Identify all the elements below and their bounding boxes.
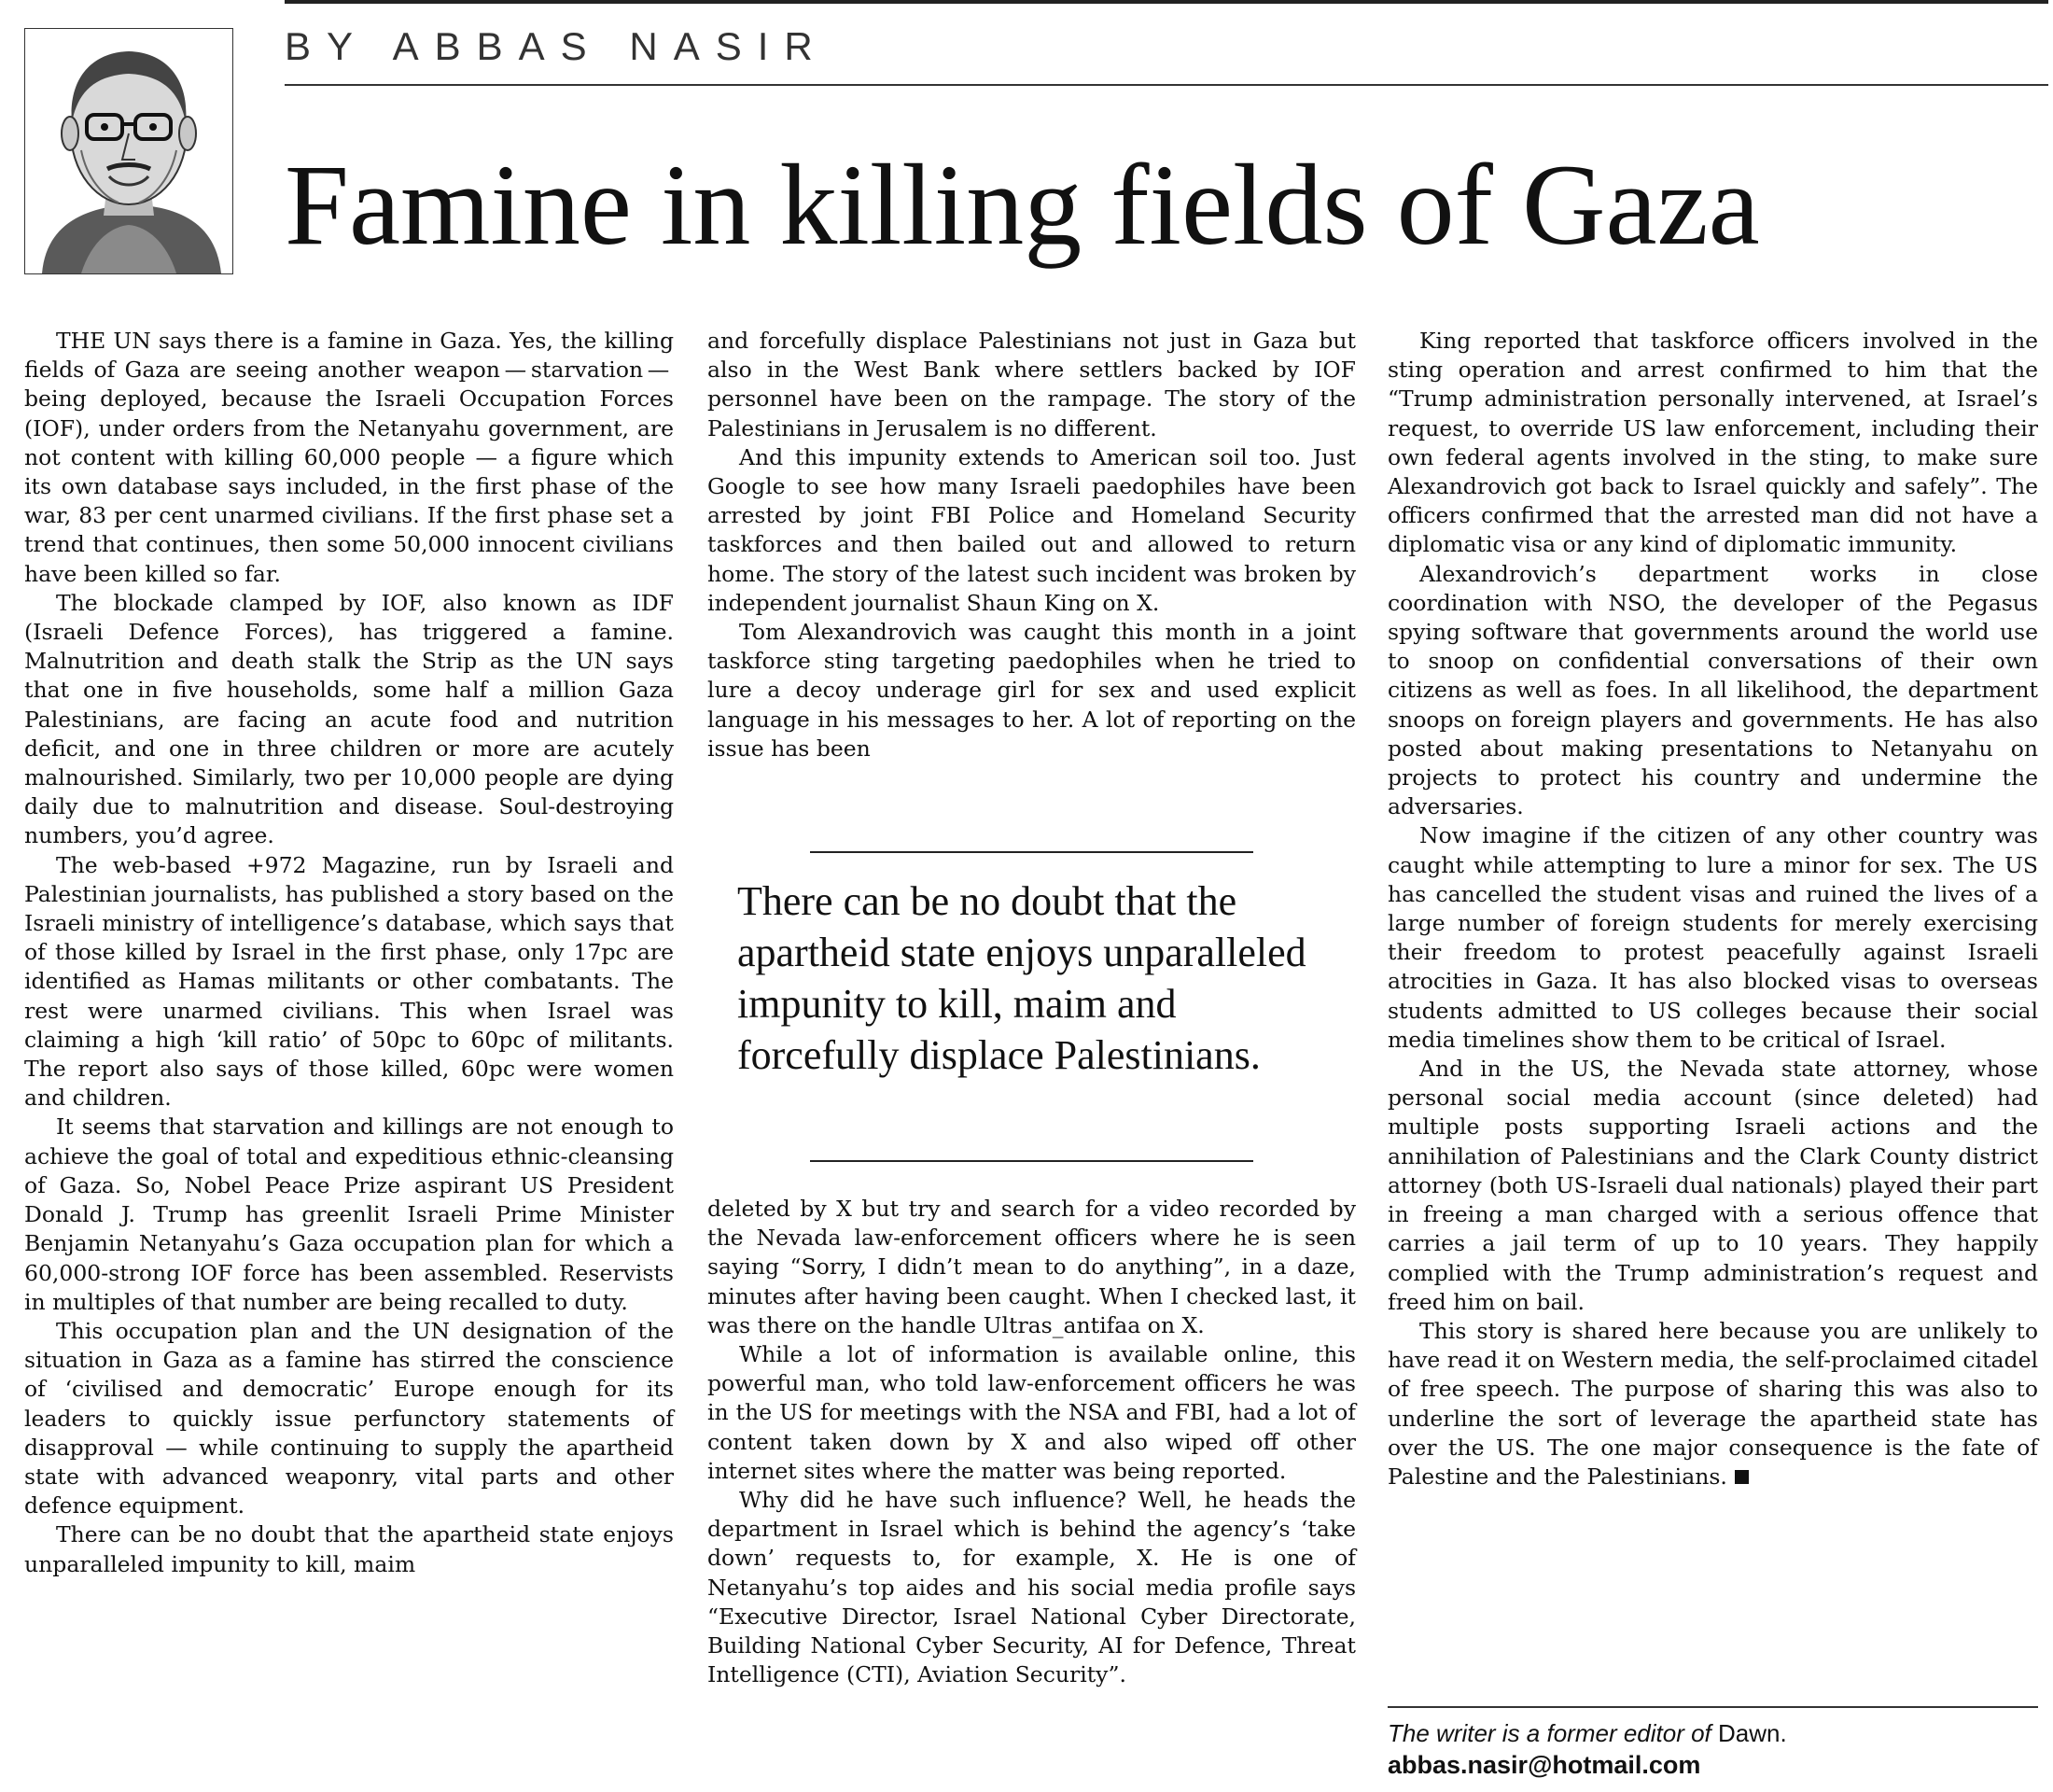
paragraph: The blockade clamped by IOF, also known as IDF (Israeli Defence Forces), has triggered a famine. Malnutrition and death stalk the Strip as the UN says that one in five households, some half a million Gaza Palestinians, are facing an acute food and nutrition deficit, and one in three children or more are acutely malnourished. Similarly, two per 10,000 people are dying daily due to malnutrition and disease. Soul-destroying numbers, you’d agree.: [24, 589, 674, 849]
paragraph: King reported that taskforce officers involved in the sting operation and arrest confirmed to him that the “Trump administration personally intervened, at Israel’s request, to override US law enforcement, including their own federal agents involved in the sting, to make sure Alexandrovich got back to Israel quickly and safely”. The officers confirmed that the arrested man did not have a diplomatic visa or any kind of diplomatic immunity.: [1388, 328, 2038, 558]
paragraph: deleted by X but try and search for a video recorded by the Nevada law-enforcement officers where he is seen saying “Sorry, I didn’t mean to do anything”, in a daze, minutes after having been caught. When I checked last, it was there on the handle Ultras_antifaa on X.: [707, 1196, 1356, 1338]
paragraph: Alexandrovich’s department works in close coordination with NSO, the developer of the Pegasus spying software that governments around the world use to snoop on confidential conversations of their own citizens as well as foes. In all likelihood, the department snoops on foreign players and governments. He has also posted about making presentations to Netanyahu on projects to protect his country and undermine the adversaries.: [1388, 560, 2038, 820]
paragraph: It seems that starvation and killings are not enough to achieve the goal of total and expeditious ethnic-cleansing of Gaza. So, Nobel Peace Prize aspirant US President Donald J. Trump has greenlit Israeli Prime Minister Benjamin Netanyahu’s Gaza occupation plan for which a 60,000-strong IOF force has been assembled. Reservists in multiples of that number are being recalled to duty.: [24, 1113, 674, 1315]
publication-name: Dawn.: [1718, 1719, 1787, 1747]
paragraph: Why did he have such influence? Well, he heads the department in Israel which is behind the agency’s ‘take down’ requests to, for example, X. He is one of Netanyahu’s top aides and his social media profile says “Executive Director, Israel National Cyber Directorate, Building National Cyber Security, AI for Defence, Threat Intelligence (CTI), Aviation Security”.: [707, 1487, 1356, 1688]
footer-rule: [1388, 1706, 2038, 1708]
author-portrait: [24, 28, 233, 274]
paragraph: And this impunity extends to American soil too. Just Google to see how many Israeli paedophiles have been arrested by joint FBI Police and Homeland Security taskforces and then bailed out and allowed to return home. The story of the latest such incident was broken by independent journalist Shaun King on X.: [707, 443, 1356, 616]
author-note: [1388, 1719, 1787, 1748]
paragraph: This occupation plan and the UN designation of the situation in Gaza as a famine has stirred the conscience of ‘civilised and democratic’ Europe enough for its leaders to quickly issue perfunctory statements of disapproval — while continuing to supply the apartheid state with advanced weaponry, vital parts and other defence equipment.: [24, 1317, 674, 1519]
paragraph: Now imagine if the citizen of any other country was caught while attempting to lure a minor for sex. The US has cancelled the student visas and ruined the lives of a large number of foreign students for merely exercising their freedom to protest peacefully against Israeli atrocities in Gaza. It has also blocked visas to overseas students admitted to US colleges because their social media timelines show them to be critical of Israel.: [1388, 822, 2038, 1053]
final-paragraph-text: This story is shared here because you are unlikely to have read it on Western media, the self-proclaimed citadel of free speech. The purpose of sharing this was also to underline the sort of leverage the apartheid state has over the US. The one major consequence is the fate of Palestine and the Palestinians.: [1388, 1317, 2038, 1490]
column-2-top: [707, 327, 1356, 763]
paragraph: While a lot of information is available online, this powerful man, who told law-enforcement officers he was in the US for meetings with the NSA and FBI, had a lot of content taken down by X and also wiped off other internet sites where the matter was being reported.: [707, 1341, 1356, 1484]
paragraph: THE UN says there is a famine in Gaza. Yes, the killing fields of Gaza are seeing another weapon — starvation — being deployed, because the Israeli Occupation Forces (IOF), under orders from the Netanyahu government, are not content with killing 60,000 people — a figure which its own database says included, in the first phase of the war, 83 per cent unarmed civilians. If the first phase set a trend that continues, then some 50,000 innocent civilians have been killed so far.: [24, 328, 674, 587]
byline-rule: [285, 84, 2048, 86]
pull-quote-top-rule: [810, 851, 1253, 853]
column-1: [24, 327, 674, 1579]
paragraph: Tom Alexandrovich was caught this month in a joint taskforce sting targeting paedophiles when he tried to lure a decoy underage girl for sex and used explicit language in his messages to her. A lot of reporting on the issue has been: [707, 619, 1356, 762]
paragraph: The web-based +972 Magazine, run by Israeli and Palestinian journalists, has published a story based on the Israeli ministry of intelligence’s database, which says that of those killed by Israel in the first phase, only 17pc are identified as Hamas militants or other combatants. The rest were unarmed civilians. This when Israel was claiming a high ‘kill ratio’ of 50pc to 60pc of militants. The report also says of those killed, 60pc were women and children.: [24, 851, 674, 1112]
paragraph: There can be no doubt that the apartheid state enjoys unparalleled impunity to kill, maim: [24, 1521, 674, 1577]
top-rule: [285, 0, 2048, 4]
author-email[interactable]: abbas.nasir@hotmail.com: [1388, 1751, 1701, 1779]
author-note-text: The writer is a former editor of: [1388, 1719, 1711, 1747]
column-3: [1388, 327, 2038, 1491]
paragraph: and forcefully displace Palestinians not just in Gaza but also in the West Bank where settlers backed by IOF personnel have been on the rampage. The story of the Palestinians in Jerusalem is no different.: [707, 328, 1356, 441]
column-2-bottom: [707, 1195, 1356, 1689]
paragraph: And in the US, the Nevada state attorney, whose personal social media account (since deleted) had multiple posts supporting Israeli actions and the annihilation of Palestinians and the Clark County district attorney (both US-Israeli dual nationals) played their part in freeing a man charged with a serious offence that carries a jail term of up to 10 years. They happily complied with the Trump administration’s request and freed him on bail.: [1388, 1056, 2038, 1315]
paragraph: [1388, 1317, 2038, 1491]
end-mark-icon: [1735, 1470, 1749, 1484]
pull-quote: There can be no doubt that the apartheid state enjoys unparalleled impunity to kill, maim and forcefully displace Palestinians.: [737, 878, 1306, 1078]
pull-quote-bottom-rule: [810, 1160, 1253, 1162]
headline: Famine in killing fields of Gaza: [285, 141, 1760, 269]
author-portrait-sketch: [25, 29, 232, 273]
byline: BY ABBAS NASIR: [285, 24, 829, 68]
